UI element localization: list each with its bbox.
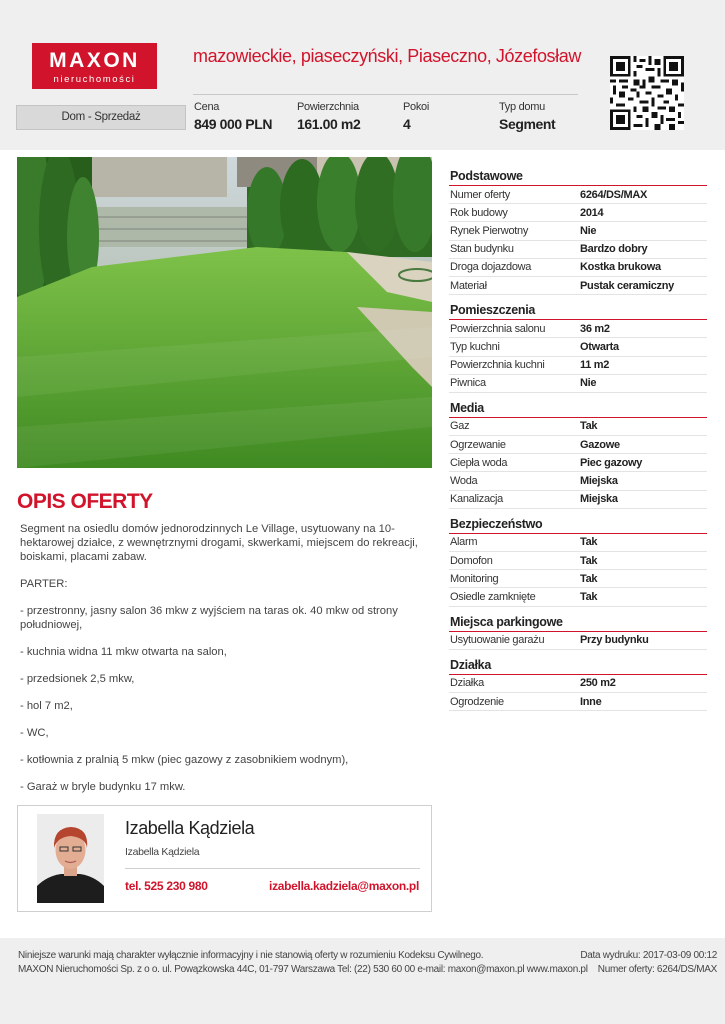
detail-label: Woda: [450, 475, 478, 488]
detail-row: [449, 436, 707, 454]
detail-value: Bardzo dobry: [580, 243, 648, 256]
stat-value: 161.00 m2: [297, 116, 361, 132]
agent-card: [17, 805, 432, 912]
detail-label: Gaz: [450, 420, 470, 433]
detail-label: Działka: [450, 677, 484, 690]
stat-rooms: [403, 101, 429, 132]
detail-label: Ogrodzenie: [450, 695, 504, 708]
detail-value: Gazowe: [580, 438, 620, 451]
section-title: Podstawowe: [449, 166, 707, 186]
detail-row: [449, 570, 707, 588]
detail-value: Nie: [580, 224, 597, 237]
stat-label: Cena: [194, 101, 220, 113]
stat-value: Segment: [499, 116, 556, 132]
detail-row: [449, 552, 707, 570]
footer-left: [18, 949, 588, 977]
detail-label: Stan budynku: [450, 243, 514, 256]
details-section: [449, 300, 707, 393]
logo-brand-name: MAXON: [49, 49, 140, 72]
detail-value: Miejska: [580, 493, 618, 506]
detail-value: 11 m2: [580, 359, 610, 372]
section-title: Bezpieczeństwo: [449, 514, 707, 534]
detail-row: [449, 632, 707, 650]
detail-value: Tak: [580, 554, 598, 567]
section-title: Miejsca parkingowe: [449, 612, 707, 632]
detail-row: [449, 186, 707, 204]
property-photo[interactable]: [17, 157, 432, 468]
location-title: mazowieckie, piaseczyński, Piaseczno, Józefosław: [193, 46, 581, 66]
detail-row: [449, 338, 707, 356]
detail-label: Alarm: [450, 536, 478, 549]
description-paragraph: - przestronny, jasny salon 36 mkw z wyjściem na taras ok. 40 mkw od strony południowej,: [20, 605, 398, 631]
description-paragraph: - przedsionek 2,5 mkw,: [20, 673, 135, 685]
qr-code-icon[interactable]: [610, 56, 684, 130]
detail-label: Numer oferty: [450, 188, 510, 201]
stat-value: 849 000 PLN: [194, 116, 273, 132]
stat-area: [297, 101, 360, 132]
detail-value: 6264/DS/MAX: [580, 188, 648, 201]
detail-label: Kanalizacja: [450, 493, 503, 506]
footer-disclaimer: Niniejsze warunki mają charakter wyłącznie informacyjny i nie stanowią oferty w rozumieniu Kodeksu Cywilnego.: [18, 950, 484, 961]
detail-row: [449, 491, 707, 509]
offer-type-badge: Dom - Sprzedaż: [16, 105, 186, 130]
detail-row: [449, 472, 707, 490]
page-footer: [0, 938, 725, 1024]
agent-subtitle: Izabella Kądziela: [125, 846, 200, 858]
detail-label: Droga dojazdowa: [450, 261, 532, 274]
footer-company: MAXON Nieruchomości Sp. z o o. ul. Powązkowska 44C, 01-797 Warszawa Tel: (22) 530 60 00 e-mail: maxon@maxon.pl www.maxon.pl: [18, 964, 588, 975]
detail-row: [449, 534, 707, 552]
detail-value: 2014: [580, 206, 604, 219]
description-paragraph: - kuchnia widna 11 mkw otwarta na salon,: [20, 646, 227, 658]
detail-label: Materiał: [450, 279, 487, 292]
stat-label: Powierzchnia: [297, 101, 359, 113]
maxon-logo[interactable]: [32, 43, 157, 89]
section-title: Działka: [449, 655, 707, 675]
detail-row: [449, 675, 707, 693]
detail-row: [449, 259, 707, 277]
detail-label: Rynek Pierwotny: [450, 224, 529, 237]
divider: [125, 868, 420, 869]
detail-value: Pustak ceramiczny: [580, 279, 674, 292]
agent-email-link[interactable]: izabella.kadziela@maxon.pl: [269, 879, 419, 893]
stat-label: Pokoi: [403, 101, 430, 113]
detail-value: Kostka brukowa: [580, 261, 661, 274]
detail-value: Tak: [580, 420, 598, 433]
stat-value: 4: [403, 116, 411, 132]
detail-row: [449, 222, 707, 240]
detail-value: Tak: [580, 572, 598, 585]
detail-row: [449, 375, 707, 393]
stat-label: Typ domu: [499, 101, 545, 113]
detail-row: [449, 320, 707, 338]
details-panel: [449, 166, 707, 716]
detail-label: Piwnica: [450, 377, 486, 390]
logo-brand-sub: nieruchomości: [53, 74, 136, 85]
description-text: [20, 522, 420, 807]
details-section: [449, 166, 707, 295]
description-paragraph: Segment na osiedlu domów jednorodzinnych Le Village, usytuowany na 10-hektarowej działce, z wewnętrznymi drogami, skwerkami, miejscem do rekreacji, boiskami, placami zabaw.: [20, 523, 418, 563]
description-paragraph: - kotłownia z pralnią 5 mkw (piec gazowy z zasobnikiem wodnym),: [20, 754, 349, 766]
details-section: [449, 612, 707, 650]
page-header: [0, 0, 725, 150]
detail-label: Typ kuchni: [450, 340, 500, 353]
detail-label: Powierzchnia kuchni: [450, 359, 545, 372]
detail-value: Tak: [580, 590, 598, 603]
detail-label: Usytuowanie garażu: [450, 634, 545, 647]
detail-value: 36 m2: [580, 322, 610, 335]
detail-row: [449, 418, 707, 436]
detail-value: Nie: [580, 377, 597, 390]
detail-value: Przy budynku: [580, 634, 649, 647]
details-section: [449, 655, 707, 711]
details-section: [449, 514, 707, 607]
detail-row: [449, 454, 707, 472]
stat-house-type: [499, 101, 555, 132]
detail-row: [449, 357, 707, 375]
footer-offer-number: Numer oferty: 6264/DS/MAX: [597, 964, 717, 975]
description-paragraph: PARTER:: [20, 578, 68, 590]
footer-right: [580, 949, 717, 977]
detail-row: [449, 204, 707, 222]
detail-label: Domofon: [450, 554, 493, 567]
details-section: [449, 398, 707, 509]
detail-value: Piec gazowy: [580, 456, 643, 469]
description-paragraph: - hol 7 m2,: [20, 700, 73, 712]
detail-value: Inne: [580, 695, 602, 708]
divider: [193, 94, 578, 95]
agent-name: Izabella Kądziela: [125, 818, 255, 838]
detail-label: Monitoring: [450, 572, 499, 585]
detail-value: Tak: [580, 536, 598, 549]
detail-row: [449, 241, 707, 259]
agent-avatar: [37, 814, 104, 903]
detail-row: [449, 693, 707, 711]
detail-value: 250 m2: [580, 677, 616, 690]
stat-price: [194, 101, 272, 132]
description-paragraph: - Garaż w bryle budynku 17 mkw.: [20, 781, 186, 793]
detail-label: Osiedle zamknięte: [450, 590, 536, 603]
description-paragraph: - WC,: [20, 727, 49, 739]
detail-value: Otwarta: [580, 340, 619, 353]
detail-value: Miejska: [580, 475, 618, 488]
section-title: Pomieszczenia: [449, 300, 707, 320]
agent-phone-link[interactable]: tel. 525 230 980: [125, 879, 208, 893]
detail-label: Rok budowy: [450, 206, 508, 219]
detail-label: Powierzchnia salonu: [450, 322, 546, 335]
footer-print-date: Data wydruku: 2017-03-09 00:12: [580, 950, 717, 961]
detail-label: Ciepła woda: [450, 456, 508, 469]
detail-label: Ogrzewanie: [450, 438, 506, 451]
section-title: Media: [449, 398, 707, 418]
detail-row: [449, 588, 707, 606]
description-title: OPIS OFERTY: [17, 490, 153, 513]
detail-row: [449, 277, 707, 295]
